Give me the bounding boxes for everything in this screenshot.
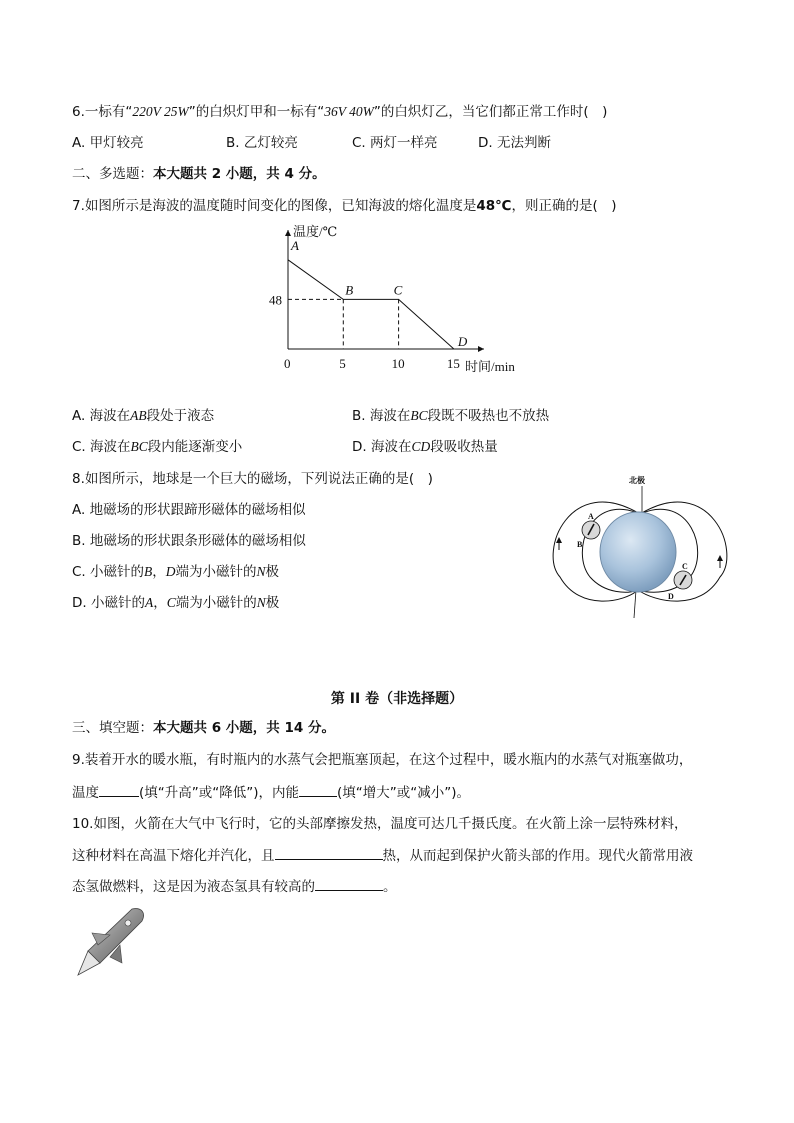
svg-text:A: A: [588, 512, 594, 521]
x-tick-10: 10: [391, 356, 405, 371]
q8-option-a: A. 地磁场的形状跟蹄形磁体的磁场相似: [72, 502, 306, 518]
x-tick-15: 15: [446, 356, 460, 371]
q8-option-b: B. 地磁场的形状跟条形磁体的磁场相似: [72, 533, 306, 549]
q8-stem: 8.如图所示，地球是一个巨大的磁场，下列说法正确的是( ): [72, 471, 433, 487]
q9-blank-1[interactable]: [99, 782, 139, 797]
q9-line2: 温度 (填“升高”或“降低”)，内能 (填“增大”或“减小”)。: [72, 782, 470, 803]
q6-spec2: 36V 40W: [324, 104, 374, 119]
q6-option-a: A. 甲灯较亮: [72, 135, 144, 151]
section3-header: 三、填空题：本大题共 6 小题，共 14 分。: [72, 720, 335, 736]
svg-text:C: C: [682, 562, 688, 571]
q8-option-c: C. 小磁针的B，D端为小磁针的N极: [72, 564, 280, 580]
y-axis-label: 温度/℃: [293, 224, 338, 239]
q6-option-c: C. 两灯一样亮: [352, 135, 438, 151]
rocket-illustration: [70, 905, 150, 980]
q7-stem: 7.如图所示是海波的温度随时间变化的图像，已知海波的熔化温度是48℃，则正确的是( ): [72, 198, 617, 214]
x-axis-label: 时间/min: [465, 359, 515, 374]
q10-line3: 态氢做燃料，这是因为液态氢具有较高的 。: [72, 876, 397, 897]
section2-header: 二、多选题：本大题共 2 小题，共 4 分。: [72, 166, 326, 182]
svg-text:B: B: [577, 540, 583, 549]
temperature-curve: [288, 260, 454, 349]
point-label-D: D: [457, 334, 468, 349]
q10-blank-1[interactable]: [275, 845, 383, 860]
x-tick-0: 0: [284, 356, 291, 371]
x-tick-5: 5: [339, 356, 346, 371]
q7-option-b: B. 海波在BC段既不吸热也不放热: [352, 408, 550, 424]
north-pole-label: 北极: [629, 476, 645, 485]
q7-option-a: A. 海波在AB段处于液态: [72, 408, 215, 424]
q9-line1: 9.装着开水的暖水瓶，有时瓶内的水蒸气会把瓶塞顶起，在这个过程中，暖水瓶内的水蒸气对瓶塞做功，: [72, 752, 693, 768]
q6-option-b: B. 乙灯较亮: [226, 135, 298, 151]
earth-magnetic-field-figure: [550, 472, 730, 622]
q7-option-c: C. 海波在BC段内能逐渐变小: [72, 439, 243, 455]
q7-option-d: D. 海波在CD段吸收热量: [352, 439, 498, 455]
q10-line2: 这种材料在高温下熔化并汽化，且 热，从而起到保护火箭头部的作用。现代火箭常用液: [72, 845, 693, 866]
q8-option-d: D. 小磁针的A，C端为小磁针的N极: [72, 595, 280, 611]
point-label-C: C: [393, 282, 403, 298]
y-tick-48: 48: [269, 292, 282, 308]
q6-stem: 6.一标有“220V 25W”的白炽灯甲和一标有“36V 40W”的白炽灯乙，当它们都正常工作时( ): [72, 104, 608, 120]
q6-option-d: D. 无法判断: [478, 135, 551, 151]
point-label-A: A: [291, 237, 299, 253]
earth-globe: [600, 512, 676, 592]
q9-blank-2[interactable]: [299, 782, 337, 797]
q10-blank-2[interactable]: [315, 876, 383, 891]
point-label-B: B: [345, 282, 354, 298]
svg-text:D: D: [668, 592, 674, 601]
part2-title: 第 II 卷（非选择题）: [330, 691, 464, 707]
q10-line1: 10.如图，火箭在大气中飞行时，它的头部摩擦发热，温度可达几千摄氏度。在火箭上涂一层特殊材料，: [72, 816, 688, 832]
q6-spec1: 220V 25W: [132, 104, 189, 119]
